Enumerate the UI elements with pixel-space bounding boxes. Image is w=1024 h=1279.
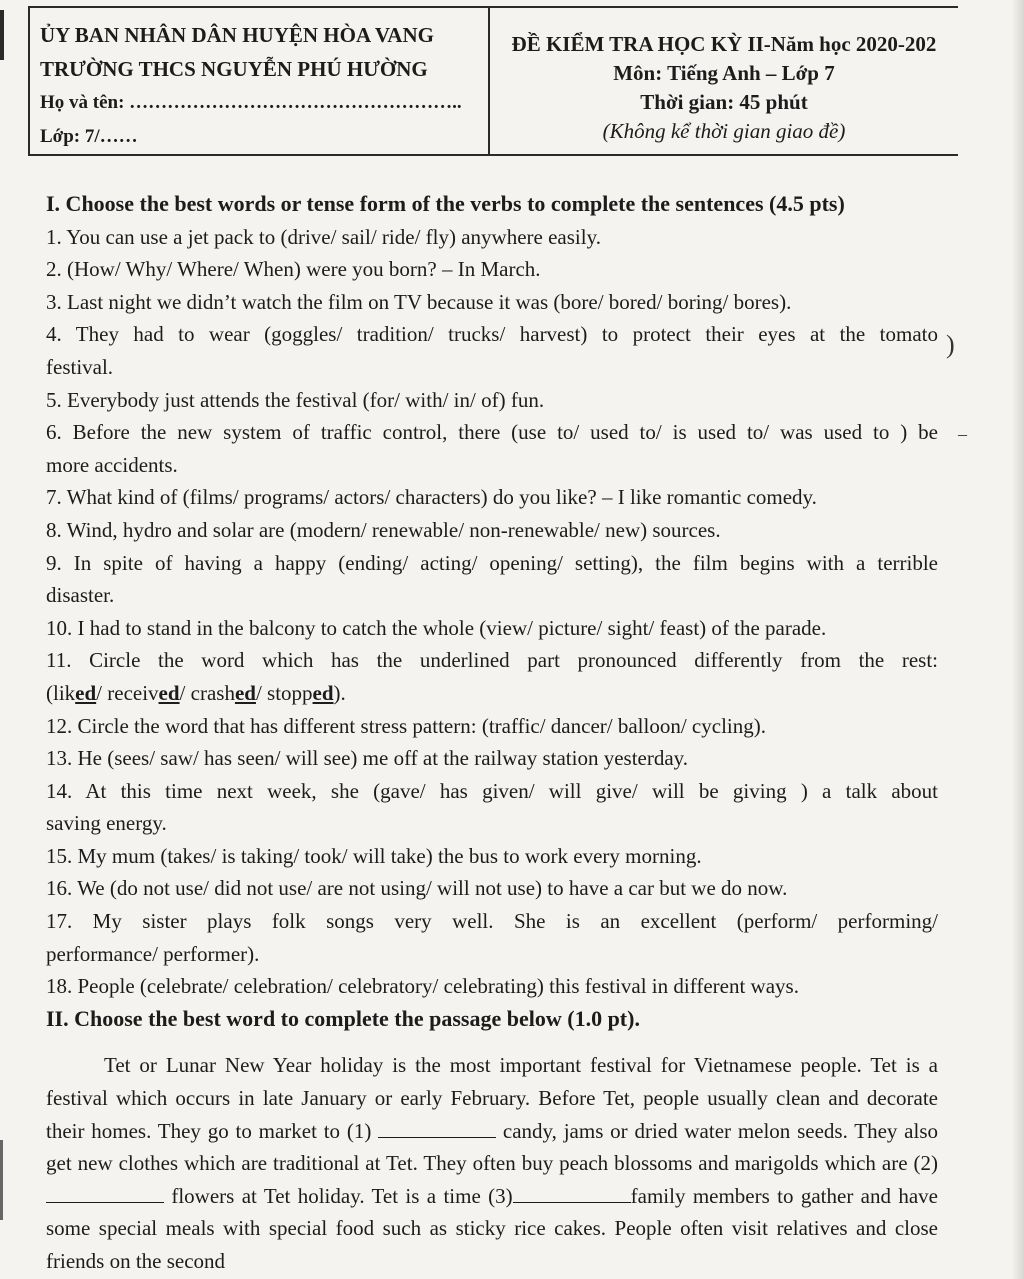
header-school-info [30,8,490,154]
question-14-line-1: 14. At this time next week, she (gave/ has given/ will give/ will be giving ) a talk about [46,778,938,803]
question-5: 5. Everybody just attends the festival (for/ with/ in/ of) fun. [46,387,545,412]
question-1: 1. You can use a jet pack to (drive/ sail/ ride/ fly) anywhere easily. [46,224,601,249]
section-2-title: II. Choose the best word to complete the passage below (1.0 pt). [46,1005,640,1031]
q11-text: / receiv [96,680,159,705]
question-16: 16. We (do not use/ did not use/ are not using/ will not use) to have a car but we do now. [46,876,788,901]
question-15: 15. My mum (takes/ is taking/ took/ will take) the bus to work every morning. [46,843,702,868]
exam-duration-note: (Không kể thời gian giao đề) [602,119,846,143]
underlined-part: ed [312,680,334,705]
underlined-part: ed [158,680,180,705]
district-name: ỦY BAN NHÂN DÂN HUYỆN HÒA VANG [40,23,434,47]
underlined-part: ed [234,680,256,705]
blank-1[interactable] [378,1117,496,1138]
pen-mark: – [958,424,967,444]
q11-text: / stopp [255,680,313,705]
q11-text: / crash [179,680,235,705]
passage-text: flowers at Tet holiday. Tet is a time (3) [171,1183,513,1208]
exam-content [46,188,938,1278]
question-6-line-1: 6. Before the new system of traffic control, there (use to/ used to/ is used to/ was used to ) be [46,420,938,445]
student-class-line: Lớp: 7/…… [40,126,138,147]
question-11-line-2 [46,677,938,710]
passage-text: Tet or Lunar New Year holiday is the most important festival for Vietnamese people. Tet is a festival which occurs in late January or early February. Before Tet, people usually clean and decorate their homes. They go to market to (1) [46,1053,938,1143]
scan-edge-right [1012,0,1024,1279]
question-9-line-1: 9. In spite of having a happy (ending/ acting/ opening/ setting), the film begins with a terrible [46,550,938,575]
question-10: 10. I had to stand in the balcony to catch the whole (view/ picture/ sight/ feast) of the parade. [46,615,827,640]
question-8: 8. Wind, hydro and solar are (modern/ renewable/ non-renewable/ new) sources. [46,517,721,542]
question-4-line-2: festival. [46,354,114,379]
question-17-line-2: performance/ performer). [46,941,260,966]
pen-mark: ) [946,330,955,359]
q11-text: ). [333,680,346,705]
blank-3[interactable] [513,1182,631,1203]
question-12: 12. Circle the word that has different stress pattern: (traffic/ dancer/ balloon/ cycling). [46,713,766,738]
passage-text: family members to gather and have some special meals with special food such as sticky rice cakes. People often visit relatives and close friends on the second [46,1183,938,1273]
question-14-line-2: saving energy. [46,811,167,836]
question-2: 2. (How/ Why/ Where/ When) were you born? – In March. [46,257,541,282]
school-name: TRƯỜNG THCS NGUYỄN PHÚ HƯỜNG [40,57,428,81]
header-exam-info [490,8,958,176]
scan-edge-left [0,10,4,60]
question-7: 7. What kind of (films/ programs/ actors/ characters) do you like? – I like romantic comedy. [46,485,817,510]
exam-duration: Thời gian: 45 phút [640,90,808,114]
q11-text: (lik [46,680,76,705]
question-6-line-2: more accidents. [46,452,178,477]
question-3: 3. Last night we didn’t watch the film on TV because it was (bore/ bored/ boring/ bores). [46,289,792,314]
question-18: 18. People (celebrate/ celebration/ celebratory/ celebrating) this festival in different ways. [46,974,799,999]
passage-text: candy, jams or dried water melon seeds. They also get new clothes which are traditional at Tet. They often buy peach blossoms and marigolds which are (2) [46,1118,939,1176]
scan-edge-bottom-left [0,1140,3,1220]
reading-passage [46,1049,938,1277]
question-17-line-1: 17. My sister plays folk songs very well. She is an excellent (perform/ performing/ [46,909,938,934]
question-9-line-2: disaster. [46,583,115,608]
exam-title: ĐỀ KIỂM TRA HỌC KỲ II-Năm học 2020-202 [511,32,937,56]
student-name-line: Họ và tên: …………………………………………….. [40,92,462,113]
section-1-title: I. Choose the best words or tense form of the verbs to complete the sentences (4.5 pts) [46,191,845,216]
question-11-line-1: 11. Circle the word which has the underlined part pronounced differently from the rest: [46,648,938,673]
underlined-part: ed [75,680,97,705]
question-13: 13. He (sees/ saw/ has seen/ will see) me off at the railway station yesterday. [46,746,689,771]
question-4-line-1: 4. They had to wear (goggles/ tradition/ trucks/ harvest) to protect their eyes at the tomato [46,322,938,347]
blank-2[interactable] [46,1182,164,1203]
exam-header [28,6,958,156]
exam-subject: Môn: Tiếng Anh – Lớp 7 [613,61,835,85]
